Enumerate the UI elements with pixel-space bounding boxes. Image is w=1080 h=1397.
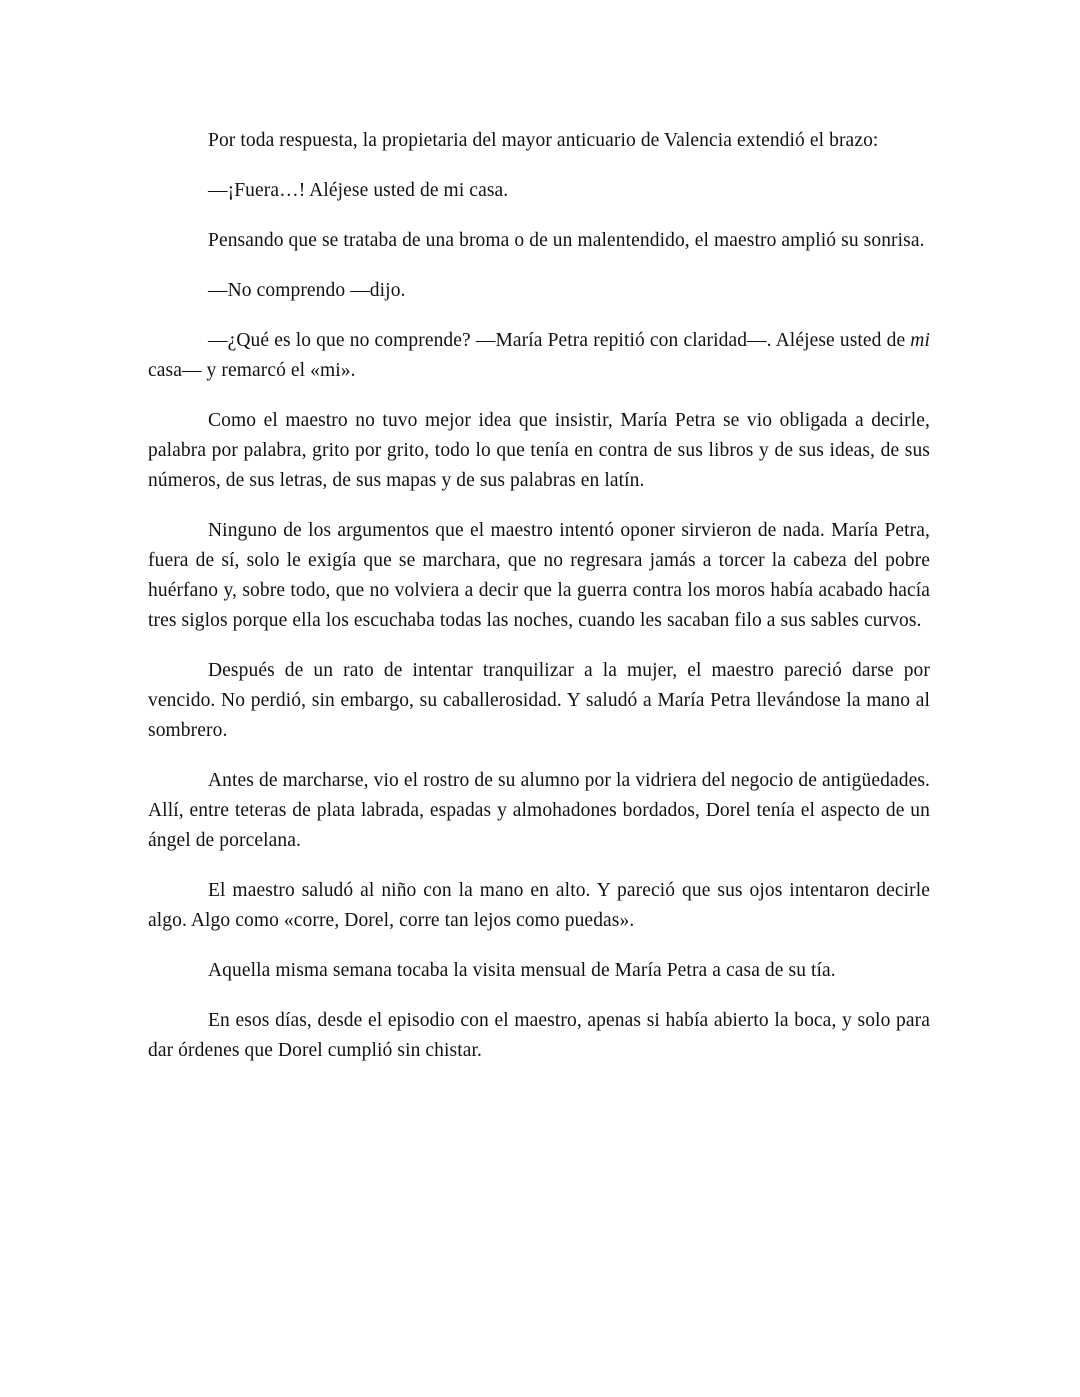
paragraph-10: El maestro saludó al niño con la mano en alto. Y pareció que sus ojos intentaron decirle algo. Algo como «corre, Dorel, corre tan lejos como puedas». xyxy=(148,880,930,931)
paragraph-7: Ninguno de los argumentos que el maestro intentó oponer sirvieron de nada. María Petra, fuera de sí, solo le exigía que se marchara, que no regresara jamás a torcer la cabeza del pobre huérfano y, sobre todo, que no volviera a decir que la guerra contra los moros había acabado hacía tres siglos porque ella los escuchaba todas las noches, cuando les sacaban filo a sus sables curvos. xyxy=(148,520,930,631)
paragraph-2: —¡Fuera…! Aléjese usted de mi casa. xyxy=(208,180,509,201)
paragraph-5 xyxy=(148,326,930,386)
paragraph-4: —No comprendo —dijo. xyxy=(208,280,406,301)
paragraph-5-pre: —¿Qué es lo que no comprende? —María Petra repitió con claridad—. Aléjese usted de xyxy=(208,330,911,351)
paragraph-12: En esos días, desde el episodio con el maestro, apenas si había abierto la boca, y solo para dar órdenes que Dorel cumplió sin chistar. xyxy=(148,1010,930,1061)
paragraph-9: Antes de marcharse, vio el rostro de su alumno por la vidriera del negocio de antigüedades. Allí, entre teteras de plata labrada, espadas y almohadones bordados, Dorel tenía el aspecto de un ángel de porcelana. xyxy=(148,770,930,851)
paragraph-3: Pensando que se trataba de una broma o de un malentendido, el maestro amplió su sonrisa. xyxy=(208,230,925,251)
paragraph-11: Aquella misma semana tocaba la visita mensual de María Petra a casa de su tía. xyxy=(208,960,836,981)
paragraph-6: Como el maestro no tuvo mejor idea que insistir, María Petra se vio obligada a decirle, palabra por palabra, grito por grito, todo lo que tenía en contra de sus libros y de sus ideas, de sus números, de sus letras, de sus mapas y de sus palabras en latín. xyxy=(148,410,930,491)
paragraph-8: Después de un rato de intentar tranquilizar a la mujer, el maestro pareció darse por vencido. No perdió, sin embargo, su caballerosidad. Y saludó a María Petra llevándose la mano al sombrero. xyxy=(148,660,930,741)
paragraph-5-italic: mi xyxy=(910,330,930,351)
paragraph-5-post: casa— y remarcó el «mi». xyxy=(148,360,356,381)
paragraph-1: Por toda respuesta, la propietaria del mayor anticuario de Valencia extendió el brazo: xyxy=(208,130,879,151)
